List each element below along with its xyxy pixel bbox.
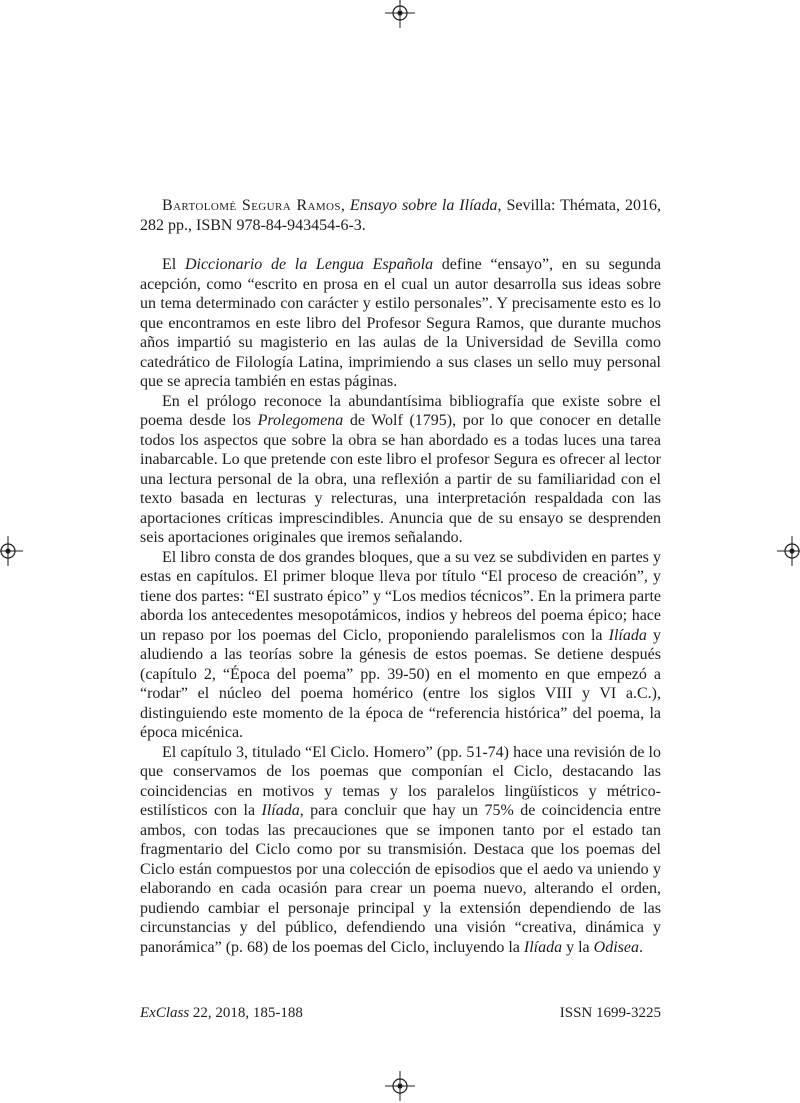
text-run: Ilíada	[523, 938, 563, 956]
text-run: Ilíada	[261, 802, 300, 819]
text-run: , para concluir que hay un 75% de coincidencia entre ambos, con todas las precauciones que se imponen tanto por el estado tan fragmentario del Ciclo como por su transmisión. Destaca que los poemas del Ciclo están compuestos por una colección de episodios que el aedo va uniendo y elaborando en cada ocasión para crear un poema nuevo, alterando el orden, pudiendo cambiar el personaje principal y la extensión dependiendo de las circunstancias y del público, defendiendo una visión “creativa, dinámica y panorámica” (p. 68) de los poemas del Ciclo, incluyendo la	[140, 802, 662, 956]
text-run: y aludiendo a las teorías sobre la génesis de estos poemas. Se detiene después (capítulo 2, “Época del poema” pp. 39-50) en el momento en que empezó a “rodar” el núcleo del poema homérico (entre los siglos VIII y VI a.C.), distinguiendo este momento de la época de “referencia histórica” del poema, la época micénica.	[140, 626, 662, 741]
text-run: Ensayo sobre la Ilíada	[349, 197, 498, 214]
text-run: de Wolf (1795), por lo que conocer en detalle todos los aspectos que sobre la obra se han abordado es a todas luces una tarea inabarcable. Lo que pretende con este libro el profesor Segura es ofrecer al lector una lectura personal de la obra, una reflexión a partir de su familiaridad con el texto basada en lecturas y relecturas, una interpretación respaldada con las aportaciones críticas imprescindibles. Anuncia que de su ensayo se desprenden seis aportaciones originales que iremos señalando.	[140, 412, 662, 546]
text-run: ,	[340, 197, 350, 214]
text-run: ExClass	[140, 1005, 190, 1021]
registration-mark-icon	[777, 536, 800, 566]
registration-mark-icon	[385, 1071, 415, 1101]
text-run: Odisea	[593, 938, 639, 956]
text-run: y la	[562, 938, 594, 956]
text-run: .	[638, 938, 643, 956]
paragraph-1	[140, 255, 661, 392]
paragraph-4	[140, 743, 661, 958]
text-run: El libro consta de dos grandes bloques, que a su vez se subdividen en partes y estas en capítulos. El primer bloque lleva por título “El proceso de creación”, y tiene dos partes: “El sustrato épico” y “Los medios técnicos”. En la primera parte aborda los antecedentes mesopotámicos, indios y hebreos del poema épico; hace un repaso por los poemas del Ciclo, proponiendo paralelismos con la	[140, 548, 661, 644]
text-run: Ilíada	[608, 626, 647, 644]
text-run: , Sevilla: Thémata, 2016, 282 pp., ISBN 978-84-943454-6-3.	[140, 197, 662, 234]
text-run: 22, 2018, 185-188	[189, 1005, 303, 1021]
issn-number: ISSN 1699-3225	[559, 1005, 661, 1021]
journal-citation	[140, 1004, 303, 1022]
text-run: En el prólogo reconoce la abundantísima bibliografía que existe sobre el poema desde los	[140, 392, 661, 429]
text-run: define “ensayo”, en su segunda acepción, como “escrito en prosa en el cual un autor desarrolla sus ideas sobre un tema determinado con carácter y estilo personales”. Y precisamente esto es lo que encontramos en este libro del Profesor Segura Ramos, que durante muchos años impartió su magisterio en las aulas de la Universidad de Sevilla como catedrático de Filología Latina, imprimiendo a sus clases un sello muy personal que se aprecia también en estas páginas.	[140, 256, 662, 390]
registration-mark-icon	[385, 0, 415, 28]
paragraph-2	[140, 392, 661, 548]
review-citation-heading	[140, 196, 661, 235]
paragraph-3	[140, 548, 661, 743]
text-run: El	[162, 256, 185, 273]
review-text	[140, 255, 661, 957]
text-run: El capítulo 3, titulado “El Ciclo. Homero” (pp. 51-74) hace una revisión de lo que conservamos de los poemas que componían el Ciclo, destacando las coincidencias en motivos y temas y los paralelos lingüísticos y métrico-estilísticos con la	[140, 743, 661, 819]
text-run: Diccionario de la Lengua Española	[184, 256, 434, 273]
text-run: Prolegomena	[257, 412, 344, 429]
text-run: Bartolomé Segura Ramos	[162, 197, 341, 214]
review-body	[140, 196, 661, 957]
registration-mark-icon	[0, 536, 23, 566]
page-footer	[140, 1004, 661, 1022]
